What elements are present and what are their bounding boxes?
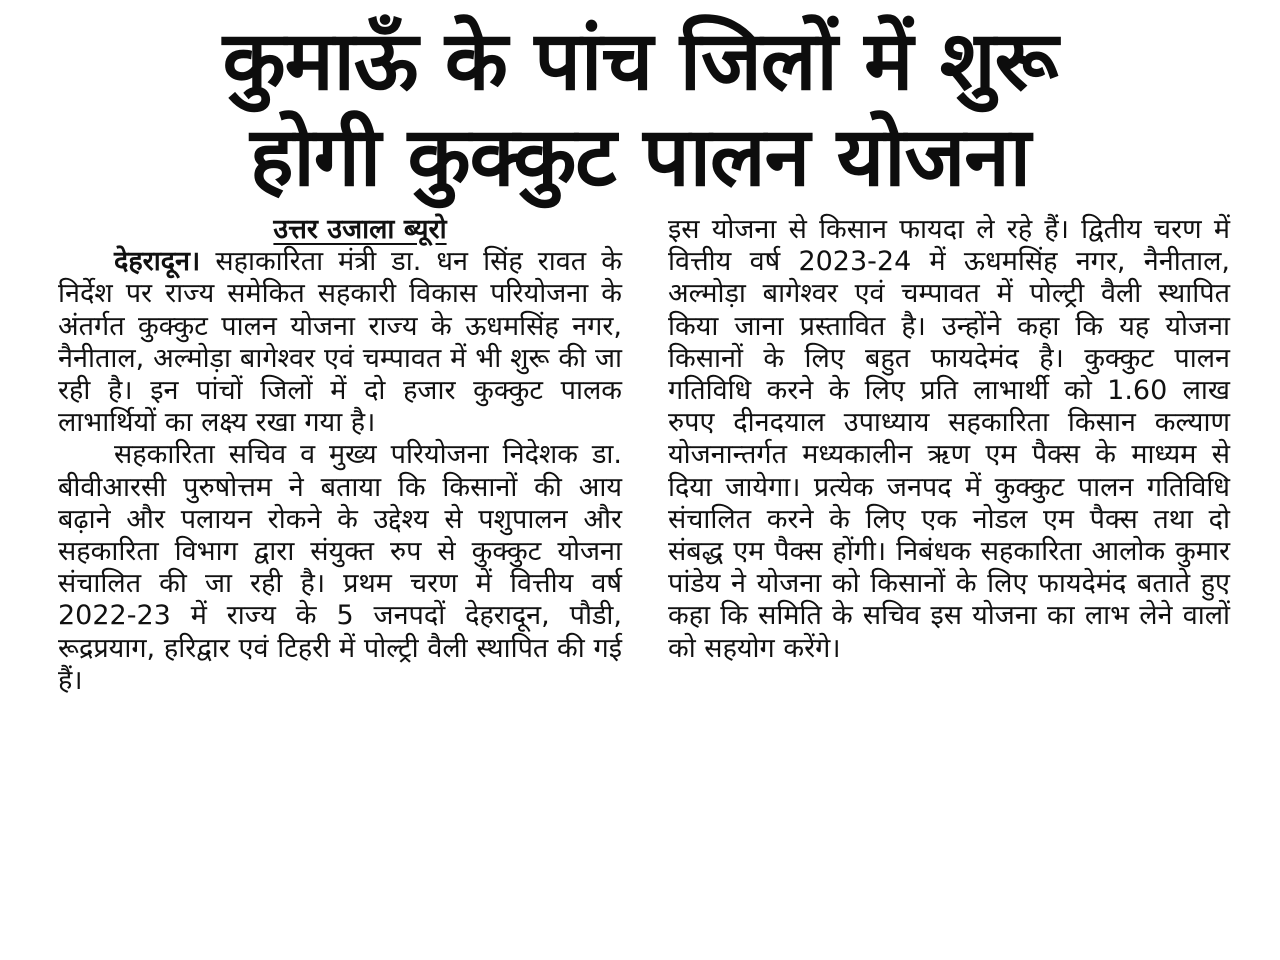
paragraph-1-text: सहाकारिता मंत्री डा. धन सिंह रावत के निर्देश पर राज्य समेकित सहकारी विकास परियोजना के अंतर्गत कुक्कुट पालन योजना राज्य के ऊधमसिंह नगर, नैनीताल, अल्मोड़ा बागेश्वर एवं चम्पावत में भी शुरू की जा रही है। इन पांचों जिलों में दो हजार कुक्कुट पालक लाभार्थियों का लक्ष्य रखा गया है। — [58, 246, 622, 439]
paragraph-3: इस योजना से किसान फायदा ले रहे हैं। द्वितीय चरण में वित्तीय वर्ष 2023-24 में ऊधमसिंह नगर, नैनीताल, अल्मोड़ा बागेश्वर एवं चम्पावत में पोल्ट्री वैली स्थापित किया जाना प्रस्तावित है। उन्होंने कहा कि यह योजना किसानों के लिए बहुत फायदेमंद है। कुक्कुट पालन गतिविधि करने के लिए प्रति लाभार्थी को 1.60 लाख रुपए दीनदयाल उपाध्याय सहकारिता किसान कल्याण योजनान्तर्गत मध्यकालीन ऋण एम पैक्स के माध्यम से दिया जायेगा। प्रत्येक जनपद में कुक्कुट पालन गतिविधि संचालित करने के लिए एक नोडल एम पैक्स तथा दो संबद्ध एम पैक्स होंगी। निबंधक सहकारिता आलोक कुमार पांडेय ने योजना को किसानों के लिए फायदेमंद बताते हुए कहा कि समिति के सचिव इस योजना का लाभ लेने वालों को सहयोग करेंगे। — [668, 214, 1230, 664]
headline — [20, 14, 1260, 206]
byline: उत्तर उजाला ब्यूरो — [273, 214, 447, 245]
headline-line-1: कुमाऊँ के पांच जिलों में शुरू — [222, 14, 1058, 109]
paragraph-2: सहकारिता सचिव व मुख्य परियोजना निदेशक डा. बीवीआरसी पुरुषोत्तम ने बताया कि किसानों की आय बढ़ाने और पलायन रोकने के उद्देश्य से पशुपालन और सहकारिता विभाग द्वारा संयुक्त रुप से कुक्कुट योजना संचालित की जा रही है। प्रथम चरण में वित्तीय वर्ष 2022-23 में राज्य के 5 जनपदों देहरादून, पौडी, रूद्रप्रयाग, हरिद्वार एवं टिहरी में पोल्ट्री वैली स्थापित की गई हैं। — [58, 439, 622, 696]
article-column-left — [58, 214, 622, 697]
dateline: देहरादून। — [114, 246, 201, 278]
headline-line-2: होगी कुक्कुट पालन योजना — [249, 110, 1031, 205]
article-column-right — [668, 214, 1230, 665]
paragraph-1 — [58, 246, 622, 439]
